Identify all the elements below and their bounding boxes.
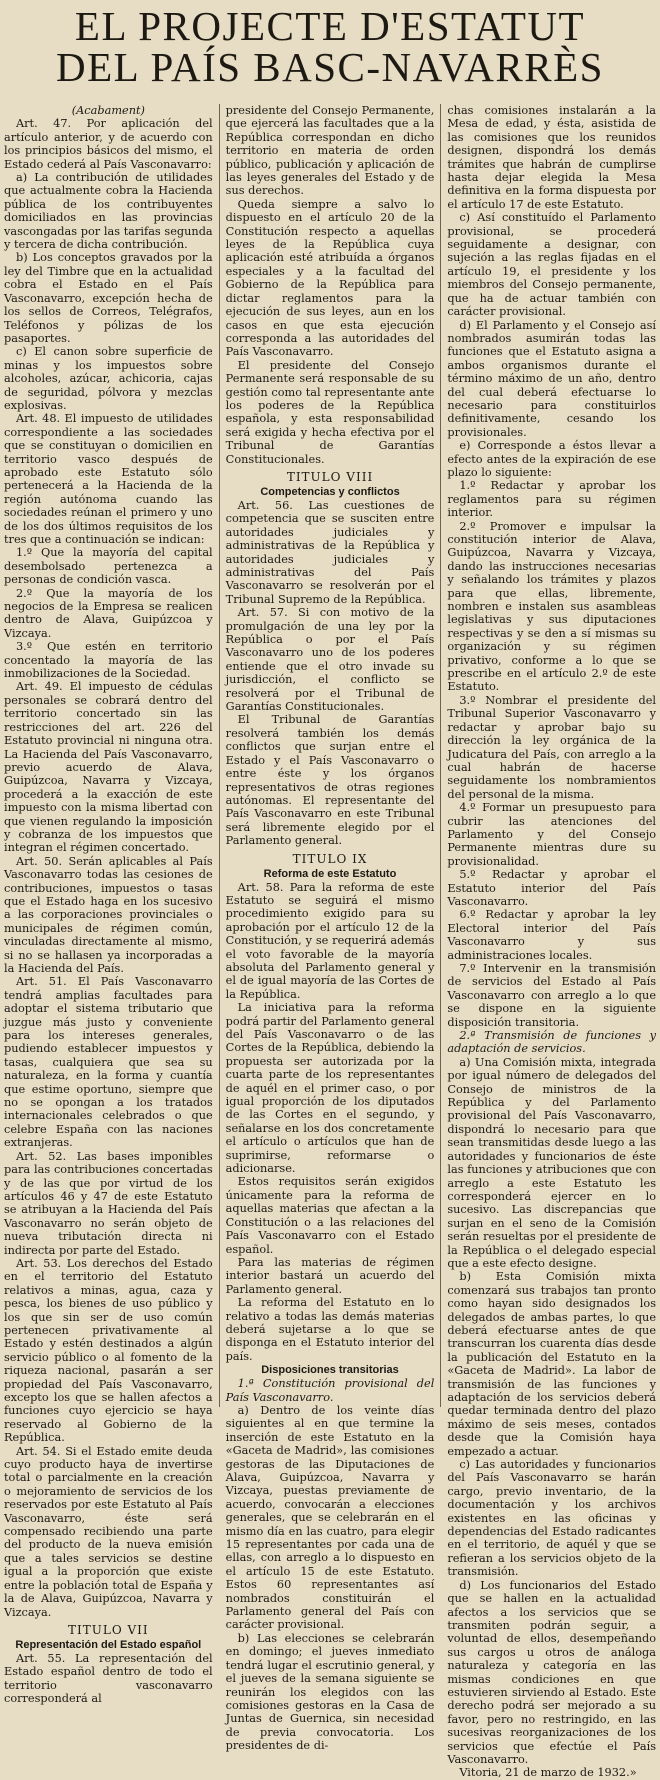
paragraph: Queda siempre a salvo lo dispuesto en el artículo 20 de la Constitución respecto a aquellas leyes de la República cuya aplicación esté atribuída a órganos especiales y a la facultad del Gobierno de la República para dictar reglamentos para la ejecución de sus leyes, aun en los casos en que esta ejecución corresponda a las autoridades del País Vasconavarro.: [225, 197, 435, 359]
paragraph: c) Así constituído el Parlamento provisional, se procederá seguidamente a designar, con sujeción a las reglas fijadas en el artículo 19, el presidente y los miembros del Consejo permanente, que ha de actuar también con carácter provisional.: [447, 211, 657, 319]
column-1: [4, 104, 213, 1706]
paragraph: a) Dentro de los veinte días siguientes al en que termine la inserción de este Estatuto en la «Gaceta de Madrid», las comisiones gestoras de las Diputaciones de Alava, Guipúzcoa, Navarra y Vizcaya, puestas previamente de acuerdo, convocarán a elecciones generales, que se celebrarán en el mismo día en las cuatro, para elegir 15 representantes por cada una de ellas, con arreglo a lo dispuesto en el artículo 15 de este Estatuto. Estos 60 representantes así nombrados constituirán el Parlamento general del País con carácter provisional.: [225, 1403, 435, 1632]
section-title: TITULO VII: [68, 1622, 149, 1637]
paragraph: El presidente del Consejo Permanente será responsable de su gestión como tal representante ante los poderes de la República española, y esta responsabilidad será exigida y hecha efectiva por el Tribunal de Garantías Constitucionales.: [225, 358, 435, 466]
paragraph: a) Una Comisión mixta, integrada por igual número de delegados del Consejo de ministros de la República y del Parlamento provisional del País Vasconavarro, dispondrá lo necesario para que sean transmitidas desde luego a las autoridades y funcionarios de éste las funciones y atribuciones que con arreglo a este Estatuto les corresponderá ejercer en lo sucesivo. Las discrepancias que surjan en el seno de la Comisión serán resueltas por el presidente de la República o el delegado especial que a este efecto designe.: [447, 1055, 657, 1270]
paragraph: 3.º Que estén en territorio concentado la mayoría de las inmobilizaciones de la Sociedad.: [4, 640, 213, 681]
paragraph: Art. 55. La representación del Estado español dentro de todo el territorio vasconavarro corresponderá al: [4, 1651, 213, 1706]
paragraph: a) La contribución de utilidades que actualmente cobra la Hacienda pública de los contribuyentes domiciliados en las provincias vascongadas por las tarifas segunda y tercera de dicha contribución.: [4, 171, 213, 252]
paragraph: 3.º Nombrar el presidente del Tribunal Superior Vasconavarro y redactar y aprobar bajo su dirección la ley orgánica de la Judicatura del País, con arreglo a la cual habrán de hacerse seguidamente los nombramientos del personal de la misma.: [447, 693, 657, 801]
paragraph: 2.º Promover e impulsar la constitución interior de Alava, Guipúzcoa, Navarra y Vizcaya, dando las instrucciones necesarias y señalando los trámites y plazos para que ellas, libremente, nombren e instalen sus asambleas legislativas y sus diputaciones respectivas y se den a sí mismas su organización y su régimen privativo, conforme a lo que se prescribe en el artículo 2.º de este Estatuto.: [447, 519, 657, 694]
paragraph: c) El canon sobre superficie de minas y los impuestos sobre alcoholes, azúcar, achicoria, cajas de seguridad, pólvora y mezclas explosivas.: [4, 345, 213, 412]
paragraph: Art. 47. Por aplicación del artículo anterior, y de acuerdo con los principios básicos del mismo, el Estado cederá al País Vasconavarro:: [4, 117, 213, 171]
headline-line-1: EL PROJECTE D'ESTATUT: [74, 3, 586, 49]
paragraph: 1.º Redactar y aprobar los reglamentos para su régimen interior.: [447, 479, 657, 520]
column-2: [225, 104, 435, 1753]
section-subtitle: Representación del Estado español: [15, 1638, 202, 1651]
paragraph: 7.º Intervenir en la transmisión de servicios del Estado al País Vasconavarro con arreglo a lo que se dispone en la siguiente disposición transitoria.: [447, 962, 657, 1029]
paragraph: b) Los conceptos gravados por la ley del Timbre que en la actualidad cobra el Estado en el País Vasconavarro, excepción hecha de los sellos de Correos, Telégrafos, Teléfonos y pólizas de los pasaportes.: [4, 251, 213, 345]
section-title: TITULO IX: [292, 851, 368, 866]
paragraph: Art. 50. Serán aplicables al País Vasconavarro todas las cesiones de contribuciones, impuestos o tasas que el Estado haga en los sucesivo a las corporaciones provinciales o municipales de régimen común, vinculadas directamente al mismo, si no se hallasen ya incorporadas a la Hacienda del País.: [4, 854, 213, 975]
paragraph: Art. 52. Las bases imponibles para las contribuciones concertadas y de las que por virtud de los artículos 46 y 47 de este Estatuto se atribuyan a la Hacienda del País Vasconavarro no serán objeto de nueva tributación directa ni indirecta por parte del Estado.: [4, 1149, 213, 1257]
paragraph: Art. 49. El impuesto de cédulas personales se cobrará dentro del territorio concertado sin las restricciones del art. 226 del Estatuto provincial ni ninguna otra. La Hacienda del País Vasconavarro, previo acuerdo de Alava, Guipúzcoa, Navarra y Vizcaya, procederá a la exacción de este impuesto con la misma libertad con que vienen regulando la imposición y cobranza de los impuestos que integran el régimen concertado.: [4, 680, 213, 855]
paragraph: Art. 56. Las cuestiones de competencia que se susciten entre autoridades judiciales y administrativas de la República y autoridades judiciales y administrativas del País Vasconavarro se resolverán por el Tribunal Supremo de la República.: [225, 498, 435, 606]
paragraph: La iniciativa para la reforma podrá partir del Parlamento general del País Vasconavarro o de las Cortes de la República, debiendo la propuesta ser autorizada por la cuarta parte de los representantes de aquél en el primer caso, o por igual proporción de los diputados de las Cortes en el segundo, y señalarse en los dos concretamente el artículo o artículos que han de suprimirse, reformarse o adicionarse.: [225, 1001, 435, 1176]
paragraph: Art. 54. Si el Estado emite deuda cuyo producto haya de invertirse total o parcialmente en la creación o mejoramiento de servicios de los reservados por este Estatuto al País Vasconavarro, éste será compensado recibiendo una parte del producto de la nueva emisión que a tales servicios se destine igual a la proporción que existe entre la población total de España y la de Alava, Guipúzcoa, Navarra y Vizcaya.: [4, 1444, 213, 1619]
paragraph: 5.º Redactar y aprobar el Estatuto interior del País Vasconavarro.: [447, 868, 657, 908]
section-subtitle: Competencias y conflictos: [260, 485, 400, 498]
paragraph: d) Los funcionarios del Estado que se hallen en la actualidad afectos a los servicios que se transmiten podrán seguir, a voluntad de ellos, desempeñando sus cargos u otros de análoga naturaleza y categoría en las mismas condiciones en que estuvieren sirviendo al Estado. Este derecho podrá ser mejorado a su favor, pero no restringido, en las sucesivas reorganizaciones de los servicios que efectúe el País Vasconavarro.: [447, 1578, 657, 1766]
section-subtitle: Reforma de este Estatuto: [263, 867, 397, 880]
paragraph: c) Las autoridades y funcionarios del País Vasconavarro se harán cargo, previo inventario, de la documentación y los archivos existentes en las oficinas y dependencias del Estado radicantes en el territorio, de aquél y que se refieran a los servicios objeto de la transmisión.: [447, 1458, 657, 1579]
article-columns: [4, 104, 657, 1780]
column-divider: [219, 104, 220, 1407]
paragraph: Para las materias de régimen interior bastará un acuerdo del Parlamento general.: [225, 1255, 435, 1296]
paragraph: Art. 57. Si con motivo de la promulgación de una ley por la República o por el País Vasconavarro uno de los poderes entiende que el otro invade su jurisdicción, el conflicto se resolverá por el Tribunal de Garantías Constitucionales.: [225, 606, 435, 714]
paragraph: Estos requisitos serán exigidos únicamente para la reforma de aquellas materias que afectan a la Constitución o a las relaciones del País Vasconavarro con el Estado español.: [225, 1175, 435, 1256]
paragraph: 2.ª Transmisión de funciones y adaptación de servicios.: [447, 1029, 657, 1056]
paragraph: 6.º Redactar y aprobar la ley Electoral interior del País Vasconavarro y sus administraciones locales.: [447, 908, 657, 962]
column-3: [447, 104, 657, 1780]
paragraph: e) Corresponde a éstos llevar a efecto antes de la expiración de ese plazo lo siguiente:: [447, 439, 657, 479]
paragraph: 2.º Que la mayoría de los negocios de la Empresa se realicen dentro de Alava, Guipúzcoa y Vizcaya.: [4, 586, 213, 640]
paragraph: Art. 48. El impuesto de utilidades correspondiente a las sociedades que se constituyan o domicilien en territorio vasco después de aprobado este Estatuto sólo pertenecerá a la Hacienda de la región autónoma cuando las sociedades reúnan el primero y uno de los dos últimos requisitos de los tres que a continuación se indican:: [4, 412, 213, 546]
paragraph: d) El Parlamento y el Consejo así nombrados asumirán todas las funciones que el Estatuto asigna a ambos organismos durante el término máximo de un año, dentro del cual deberá efectuarse lo necesario para constituirlos definitivamente, cesando los provisionales.: [447, 318, 657, 439]
paragraph: La reforma del Estatuto en lo relativo a todas las demás materias deberá sujetarse a lo que se disponga en el Estatuto interior del país.: [225, 1296, 435, 1363]
paragraph: b) Esta Comisión mixta comenzará sus trabajos tan pronto como hayan sido designados los delegados de ambas partes, lo que deberá efectuarse antes de que transcurran los cuarenta días desde la publicación del Estatuto en la «Gaceta de Madrid». La labor de transmisión de las funciones y adaptación de los servicios deberá quedar terminada dentro del plazo máximo de seis meses, contados desde que la Comisión haya empezado a actuar.: [447, 1270, 657, 1458]
paragraph: 4.º Formar un presupuesto para cubrir las atenciones del Parlamento y del Consejo Permanente mientras dure su provisionalidad.: [447, 801, 657, 868]
paragraph: Art. 53. Los derechos del Estado en el territorio del Estatuto relativos a minas, agua, caza y pesca, los bienes de uso público y los que sin ser de uso común pertenecen privativamente al Estado y estén destinados a algún servicio público o al fomento de la riqueza nacional, pasarán a ser propiedad del País Vasconavarro, excepto los que se hallen afectos a funciones cuyo ejercicio se haya reservado al Gobierno de la República.: [4, 1256, 213, 1445]
signature-line: Vitoria, 21 de marzo de 1932.»: [459, 1766, 637, 1780]
paragraph: 1.º Que la mayoría del capital desembolsado pertenezca a personas de condición vasca.: [4, 546, 213, 587]
section-subtitle: Disposiciones transitorias: [261, 1364, 399, 1377]
paragraph: presidente del Consejo Permanente, que ejercerá las facultades que a la República correspondan en dicho territorio en materia de orden público, publicación y aplicación de las leyes generales del Estado y de sus derechos.: [225, 104, 435, 198]
paragraph: El Tribunal de Garantías resolverá también los demás conflictos que surjan entre el Estado y el País Vasconavarro o entre éste y los órganos representativos de otras regiones autónomas. El representante del País Vasconavarro en este Tribunal será libremente elegido por el Parlamento general.: [225, 713, 435, 848]
continuation-note: (Acabament): [71, 104, 145, 117]
headline: [6, 0, 654, 88]
paragraph: chas comisiones instalarán a la Mesa de edad, y ésta, asistida de las comisiones que los reunidos designen, dispondrá los demás trámites que habrán de cumplirse hasta dejar elegida la Mesa definitiva en la forma dispuesta por el artículo 17 de este Estatuto.: [447, 104, 657, 211]
paragraph: Art. 58. Para la reforma de este Estatuto se seguirá el mismo procedimiento exigido para su aprobación por el artículo 12 de la Constitución, y se requerirá además el voto favorable de la mayoría absoluta del Parlamento general y el de igual mayoría de las Cortes de la República.: [225, 880, 435, 1001]
section-title: TITULO VIII: [286, 469, 374, 484]
paragraph: b) Las elecciones se celebrarán en domingo; el jueves inmediato tendrá lugar el escrutinio general, y el jueves de la semana siguiente se reunirán los elegidos con las comisiones gestoras en la Casa de Juntas de Guernica, sin necesidad de previa convocatoria. Los presidentes de di-: [225, 1631, 435, 1753]
headline-line-2: DEL PAÍS BASC-NAVARRÈS: [56, 44, 604, 90]
paragraph: 1.ª Constitución provisional del País Vasconavarro.: [225, 1377, 435, 1404]
column-divider: [440, 104, 441, 1407]
paragraph: Art. 51. El País Vasconavarro tendrá amplias facultades para adoptar el sistema tributario que juzgue más justo y conveniente para los intereses generales, pudiendo establecer impuestos y tasas, cualquiera que sea su naturaleza, en la forma y cuantía que estime oportuno, siempre que no se opongan a los tratados internacionales celebrados o que celebre España con las naciones extranjeras.: [4, 975, 213, 1150]
